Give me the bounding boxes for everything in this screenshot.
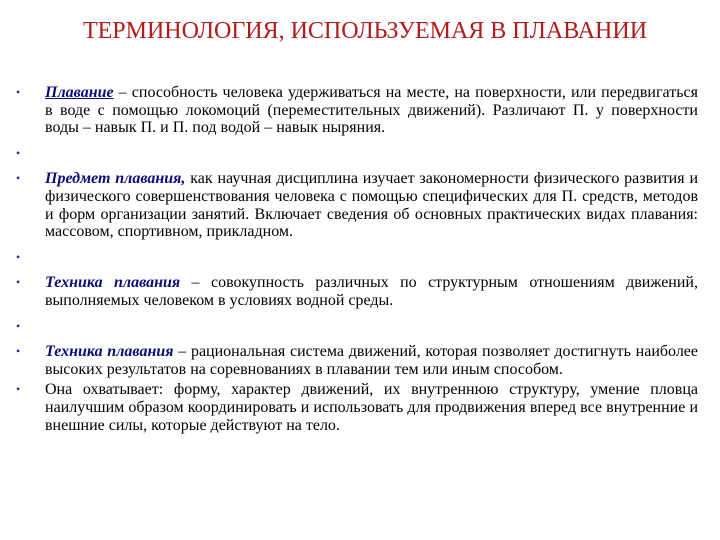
list-item-empty: [16, 145, 698, 163]
bullet-icon: •: [16, 249, 21, 264]
list-item-technique-2: [16, 343, 698, 378]
definition-technique-2: – рациональная система движений, которая позволяет достигнуть наиболее высоких результатов на соревнованиях в плавании тем или иным способом.: [45, 343, 699, 378]
bullet-icon: •: [16, 275, 21, 290]
bullet-list: [16, 84, 698, 434]
list-item-scope: [16, 381, 698, 434]
slide-title: ТЕРМИНОЛОГИЯ, ИСПОЛЬЗУЕМАЯ В ПЛАВАНИИ: [82, 18, 648, 44]
list-item-swimming: [16, 84, 698, 137]
list-item-empty: [16, 249, 698, 267]
bullet-icon: •: [16, 85, 21, 99]
definition-technique-1: – совокупность различных по структурным отношениям движений, выполняемых человеком в условиях водной среды.: [45, 274, 698, 309]
list-item-subject: [16, 170, 698, 240]
bullet-icon: •: [16, 318, 21, 333]
term-subject: Предмет плавания,: [45, 170, 186, 188]
bullet-icon: •: [16, 171, 21, 186]
definition-subject: как научная дисциплина изучает закономерности физического развития и физического совершенствования человека с помощью специфических для П. средств, методов и форм организации занятий. Включает сведения об основных практических видах плавания: массовом, спортивном, прикладном.: [45, 170, 699, 241]
list-item-empty: [16, 318, 698, 336]
bullet-icon: •: [16, 344, 21, 359]
term-technique: Техника плавания: [45, 343, 174, 361]
list-item-technique-1: [16, 274, 698, 309]
bullet-icon: •: [16, 382, 21, 397]
definition-swimming: – способность человека удерживаться на месте, на поверхности, или передвигаться в воде с помощью локомоций (переместительных движений). Различают П. у поверхности воды – навык П. и П. под водой – навык ныряния.: [45, 84, 698, 137]
scope-text: Она охватывает: форму, характер движений, их внутреннюю структуру, умение пловца наилучшим образом координировать и использовать для продвижения вперед все внутренние и внешние силы, которые действуют на тело.: [45, 381, 698, 434]
term-swimming: Плавание: [45, 84, 114, 101]
bullet-icon: •: [16, 145, 21, 160]
term-technique: Техника плавания: [45, 274, 181, 292]
